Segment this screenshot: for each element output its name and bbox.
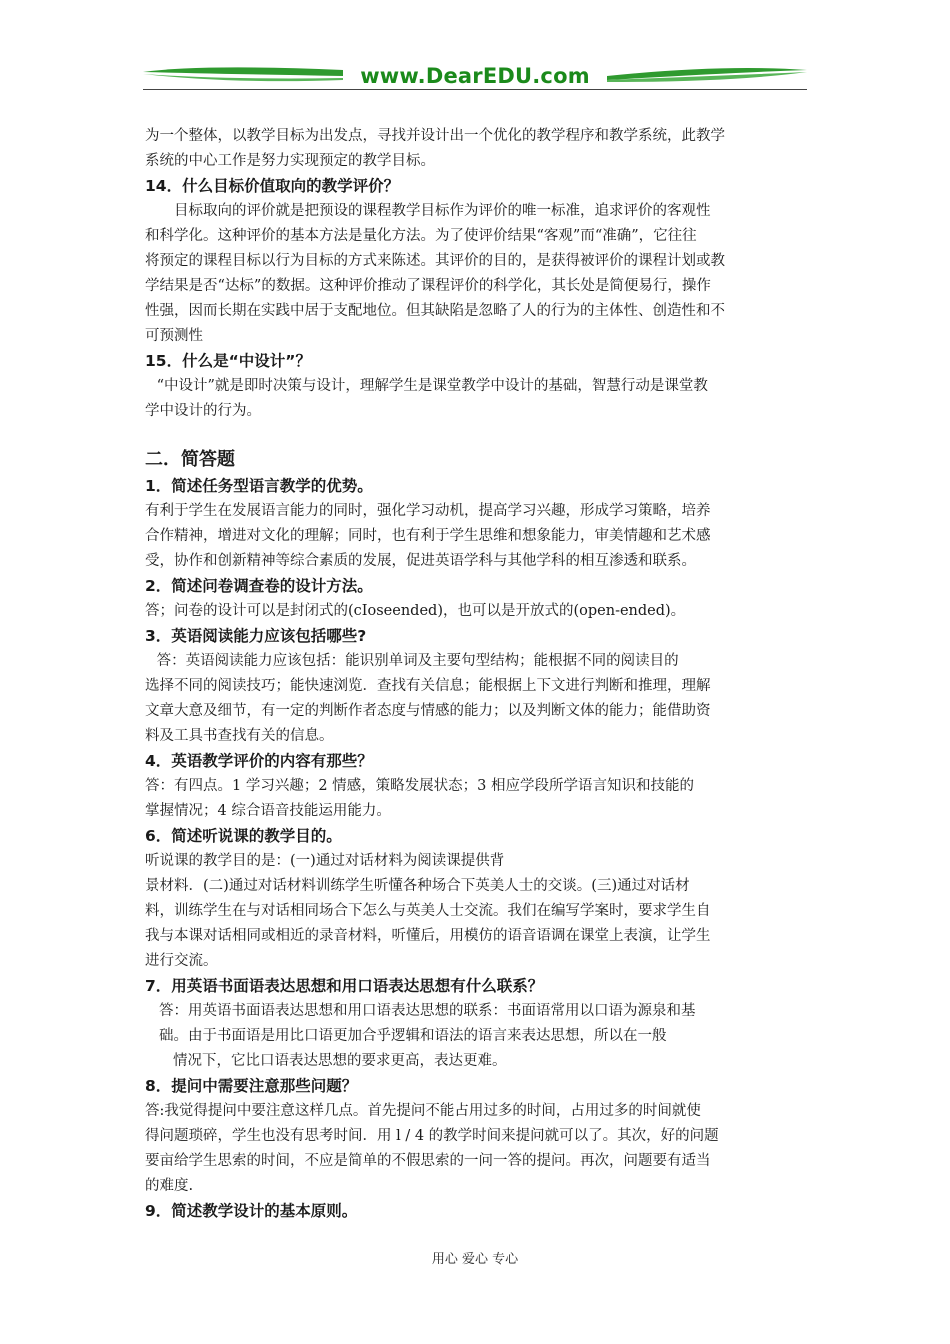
answer-6-heading: 6．简述听说课的教学目的。 [145, 827, 342, 845]
q15-line: “中设计”就是即时决策与设计，理解学生是课堂教学中设计的基础，智慧行动是课堂教 [156, 378, 708, 394]
document-body [145, 124, 810, 1224]
a1-line: 合作精神，增进对文化的理解；同时，也有利于学生思维和想象能力，审美情趣和艺术感 [145, 528, 711, 544]
header-rule [143, 89, 807, 90]
a6-line: 听说课的教学目的是：(一)通过对话材料为阅读课提供背 [145, 853, 505, 869]
a7-line: 础。由于书面语是用比口语更加合乎逻辑和语法的语言来表达思想，所以在一般 [159, 1028, 667, 1044]
answer-4-heading: 4．英语教学评价的内容有那些？ [145, 752, 373, 770]
a3-line: 料及工具书查找有关的信息。 [145, 728, 334, 744]
a1-line: 有利于学生在发展语言能力的同时，强化学习动机，提高学习兴趣，形成学习策略，培养 [145, 503, 711, 519]
answer-7-heading: 7．用英语书面语表达思想和用口语表达思想有什么联系？ [145, 977, 544, 995]
q14-line: 将预定的课程目标以行为目标的方式来陈述。其评价的目的，是获得被评价的课程计划或教 [145, 253, 725, 269]
intro-line: 为一个整体，以教学目标为出发点，寻找并设计出一个优化的教学程序和教学系统，此教学 [145, 128, 725, 144]
question-14-heading: 14．什么目标价值取向的教学评价？ [145, 177, 400, 195]
a6-line: 进行交流。 [145, 953, 218, 969]
answer-3-heading: 3．英语阅读能力应该包括哪些? [145, 627, 367, 645]
q14-line: 目标取向的评价就是把预设的课程教学目标作为评价的唯一标准，追求评价的客观性 [174, 203, 711, 219]
a4-line: 掌握情况；4 综合语音技能运用能力。 [145, 803, 391, 819]
spacer [145, 424, 810, 446]
a3-line: 文章大意及细节，有一定的判断作者态度与情感的能力；以及判断文体的能力；能借助资 [145, 703, 711, 719]
a3-line: 选择不同的阅读技巧；能快速浏览．查找有关信息；能根据上下文进行判断和推理，理解 [145, 678, 711, 694]
a6-line: 我与本课对话相同或相近的录音材料，听懂后，用模仿的语音语调在课堂上表演，让学生 [145, 928, 711, 944]
a6-line: 景材料．(二)通过对话材料训练学生听懂各种场合下英美人士的交谈。(三)通过对话材 [145, 878, 690, 894]
answer-9-heading: 9．简述教学设计的基本原则。 [145, 1202, 358, 1220]
answer-1-heading: 1．简述任务型语言教学的优势。 [145, 477, 373, 495]
a1-line: 受，协作和创新精神等综合素质的发展，促进英语学科与其他学科的相互渗透和联系。 [145, 553, 696, 569]
q14-line: 学结果是否“达标”的数据。这种评价推动了课程评价的科学化，其长处是简便易行，操作 [145, 278, 711, 294]
a8-line: 答:我觉得提问中要注意这样几点。首先提问不能占用过多的时间，占用过多的时间就使 [145, 1103, 701, 1119]
a7-line: 情况下，它比口语表达思想的要求更高，表达更难。 [173, 1053, 507, 1069]
a7-line: 答：用英语书面语表达思想和用口语表达思想的联系：书面语常用以口语为源泉和基 [159, 1003, 696, 1019]
answer-8-heading: 8．提问中需要注意那些问题？ [145, 1077, 358, 1095]
a4-line: 答：有四点。1 学习兴趣；2 情感，策略发展状态；3 相应学段所学语言知识和技能的 [145, 778, 695, 794]
q15-line: 学中设计的行为。 [145, 403, 261, 419]
intro-line: 系统的中心工作是努力实现预定的教学目标。 [145, 153, 435, 169]
page-footer: 用心 爱心 专心 [431, 1252, 519, 1267]
q14-line: 和科学化。这种评价的基本方法是量化方法。为了使评价结果“客观”而“准确”，它往往 [145, 228, 697, 244]
q14-line: 性强，因而长期在实践中居于支配地位。但其缺陷是忽略了人的行为的主体性、创造性和不 [145, 303, 725, 319]
a8-line: 得问题琐碎，学生也没有思考时间．用 l / 4 的教学时间来提问就可以了。其次，好的问题 [145, 1128, 719, 1144]
a6-line: 料，训练学生在与对话相同场合下怎么与英美人士交流。我们在编写学案时，要求学生自 [145, 903, 711, 919]
a8-line: 的难度. [145, 1178, 194, 1194]
page-header [143, 62, 807, 92]
q14-line: 可预测性 [145, 328, 203, 344]
site-name[interactable]: www.DearEDU.com [360, 64, 590, 88]
section-heading: 二．简答题 [145, 449, 235, 470]
a8-line: 要亩给学生思索的时间，不应是简单的不假思索的一问一答的提问。再次，问题要有适当 [145, 1153, 711, 1169]
answer-2-heading: 2．简述问卷调查卷的设计方法。 [145, 577, 373, 595]
a3-line: 答：英语阅读能力应该包括：能识别单词及主要句型结构；能根据不同的阅读目的 [156, 653, 679, 669]
question-15-heading: 15．什么是“中设计”？ [145, 352, 311, 370]
a2-line: 答；问卷的设计可以是封闭式的(cIoseended)，也可以是开放式的(open-ended)。 [145, 603, 686, 619]
